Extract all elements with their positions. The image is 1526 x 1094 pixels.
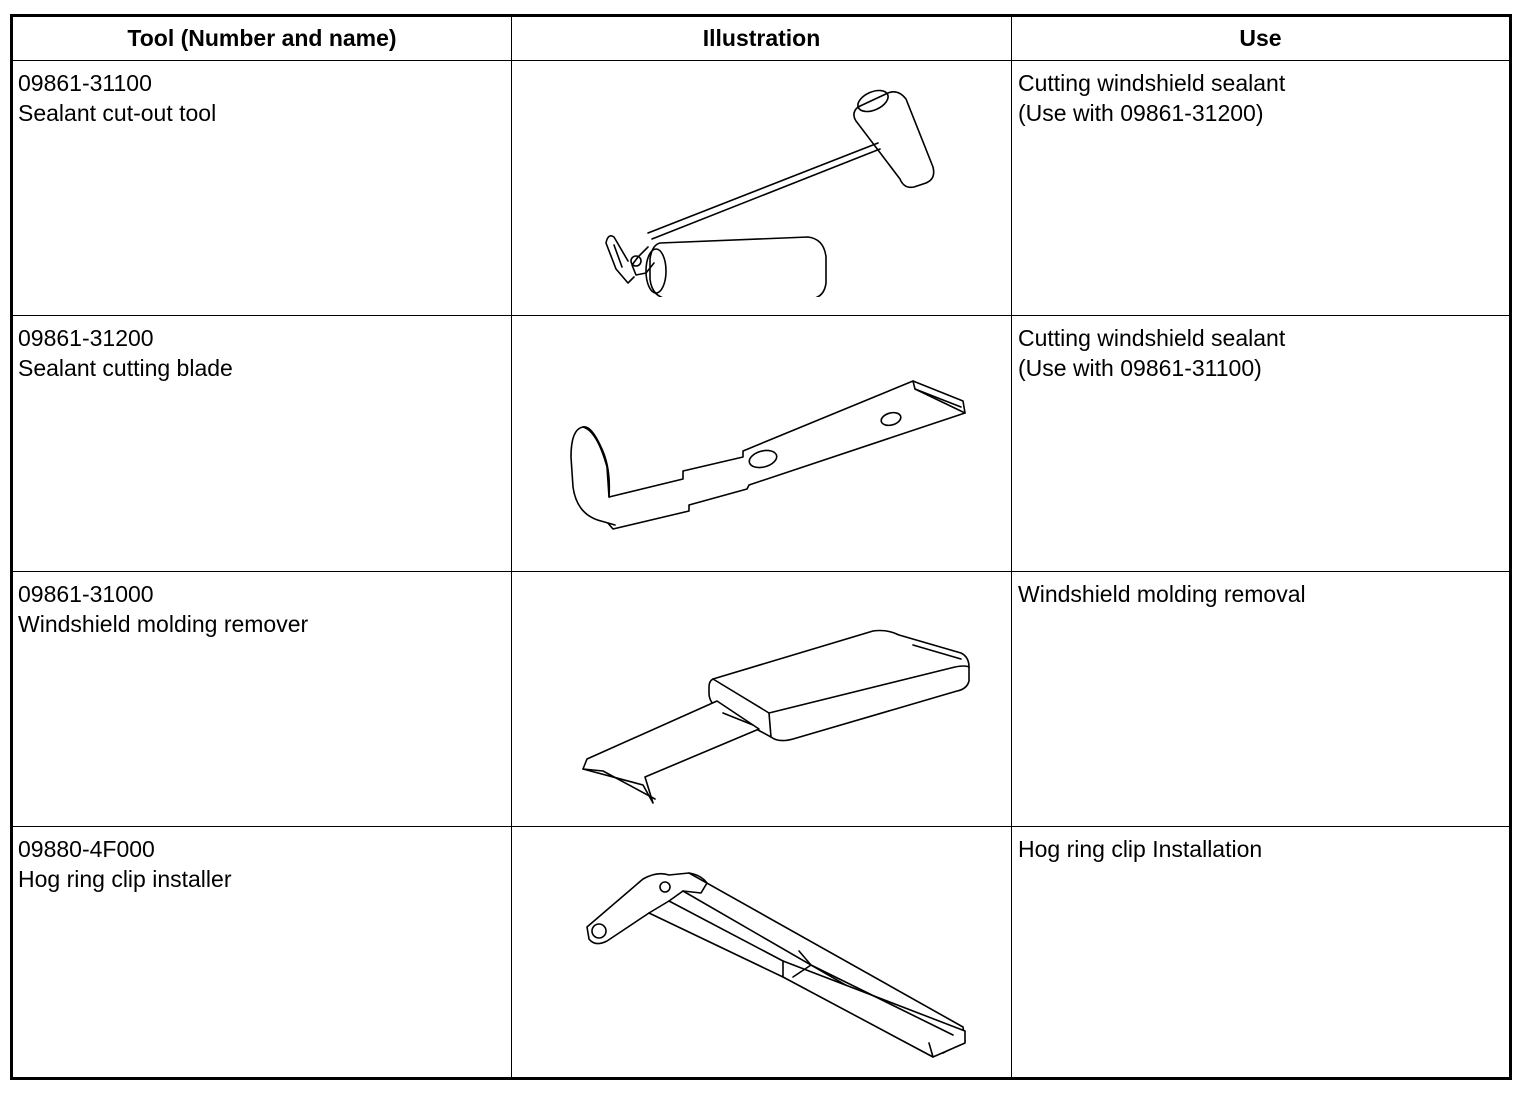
- tool-number: 09861-31200: [18, 325, 154, 351]
- hog-ring-clip-installer-icon: [573, 857, 973, 1067]
- tool-number: 09880-4F000: [18, 836, 155, 862]
- row-divider: [13, 315, 1509, 316]
- header-use: Use: [1239, 25, 1282, 51]
- header-divider: [13, 60, 1509, 61]
- row-divider: [13, 826, 1509, 827]
- tool-name: Sealant cut-out tool: [18, 100, 217, 126]
- column-divider: [1011, 17, 1012, 1077]
- tool-name: Hog ring clip installer: [18, 866, 232, 892]
- tool-use: Cutting windshield sealant: [1018, 325, 1286, 351]
- tool-use: Cutting windshield sealant: [1018, 70, 1286, 96]
- special-tools-table: [10, 14, 1512, 1080]
- molding-remover-icon: [573, 609, 973, 809]
- header-illustration: Illustration: [702, 25, 821, 51]
- header-tool: Tool (Number and name): [127, 25, 397, 51]
- tool-name: Windshield molding remover: [18, 611, 309, 637]
- row-divider: [13, 571, 1509, 572]
- tool-use-note: (Use with 09861-31200): [1018, 100, 1264, 126]
- tool-number: 09861-31000: [18, 581, 154, 607]
- tool-use: Hog ring clip Installation: [1018, 836, 1263, 862]
- sealant-cut-out-tool-icon: [588, 87, 948, 297]
- tool-number: 09861-31100: [18, 70, 152, 96]
- tool-name: Sealant cutting blade: [18, 355, 233, 381]
- tool-use: Windshield molding removal: [1018, 581, 1306, 607]
- column-divider: [511, 17, 512, 1077]
- tool-use-note: (Use with 09861-31100): [1018, 355, 1262, 381]
- sealant-cutting-blade-icon: [553, 367, 973, 537]
